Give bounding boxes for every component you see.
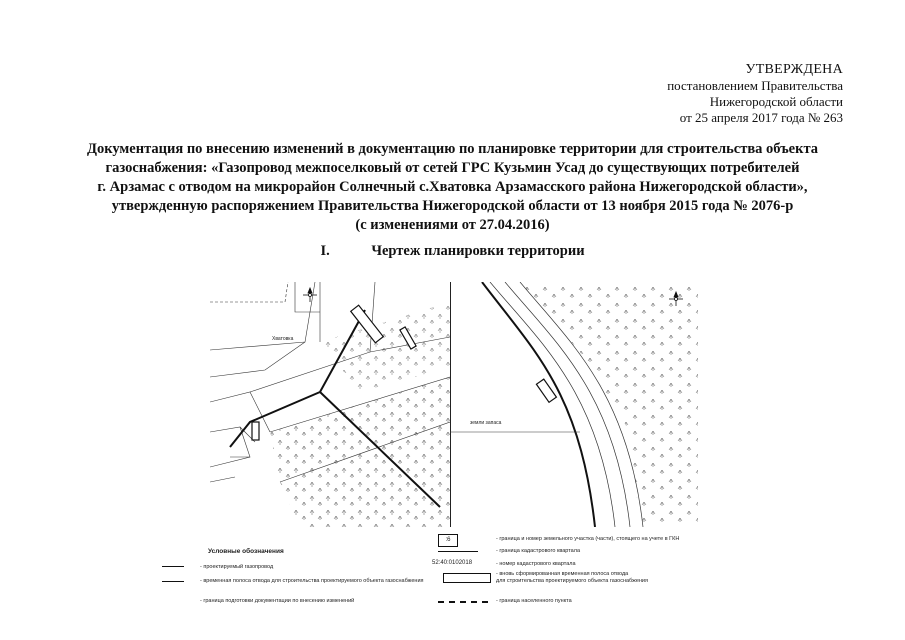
map-legend [160, 532, 760, 632]
legend-quarter-number: - номер кадастрового квартала [496, 561, 576, 567]
document-title-line-2: газоснабжения: «Газопровод межпоселковый от сетей ГРС Кузьмин Усад до существующих потребителей [105, 160, 800, 176]
approval-line-1: постановлением Правительства [667, 78, 843, 93]
legend-settlement-symbol [438, 601, 488, 603]
legend-new-strip-symbol [443, 573, 491, 583]
document-title-line-4: утвержденную распоряжением Правительства Нижегородской области от 13 ноября 2015 года № 2076-р [111, 198, 794, 214]
zone-label: земли запаса [470, 420, 502, 426]
map-right-drawing [450, 282, 698, 527]
legend-quarter-boundary-symbol [438, 551, 478, 552]
approval-line-2: Нижегородской области [709, 94, 843, 109]
legend-quarter-boundary: - граница кадастрового квартала [496, 548, 581, 554]
legend-parcel-symbol: :6 [438, 534, 458, 547]
forest-area [270, 377, 450, 527]
village-label: Хватовка [272, 336, 294, 342]
legend-settlement-boundary: - граница населенного пункта [496, 598, 572, 604]
legend-quarter-code: 52:40:0102018 [432, 560, 473, 566]
legend-temp-strip-symbol [162, 581, 184, 582]
map-right-panel [450, 282, 698, 527]
legend-temp-strip: - временная полоса отвода для строительства проектируемого объекта газоснабжения [200, 578, 424, 584]
compass-icon [303, 288, 317, 302]
forest-area [320, 302, 450, 392]
settlement-boundary [210, 282, 288, 302]
document-title [60, 140, 845, 235]
legend-parcel-boundary: - граница и номер земельного участка (части), стоящего на учете в ГКН [496, 536, 680, 542]
section-title: Чертеж планировки территории [371, 243, 585, 259]
approval-stamp [667, 62, 843, 126]
document-title-line-3: г. Арзамас с отводом на микрорайон Солнечный с.Хватовка Арзамасского района Нижегородской области», [97, 179, 808, 195]
document-title-line-5: (с изменениями от 27.04.2016) [355, 217, 550, 233]
legend-title: Условные обозначения [208, 548, 284, 555]
map-left-drawing [210, 282, 450, 527]
forest-area [520, 282, 698, 527]
legend-doc-boundary: - граница подготовки документации по внесению изменений [200, 598, 355, 604]
approval-title: УТВЕРЖДЕНА [745, 62, 843, 77]
legend-projected-pipeline: - проектируемый газопровод [200, 564, 274, 570]
legend-new-strip-line-2: для строительства проектируемого объекта газоснабжения [496, 578, 648, 584]
planning-map [210, 282, 698, 527]
section-heading [0, 243, 905, 260]
section-number: I. [320, 243, 330, 259]
legend-new-strip-line-1: - вновь сформированная временная полоса отвода [496, 571, 629, 577]
map-left-panel [210, 282, 451, 527]
document-title-line-1: Документация по внесению изменений в документацию по планировке территории для строительства объекта [86, 141, 818, 157]
approval-line-3: от 25 апреля 2017 года № 263 [679, 110, 843, 125]
legend-pipeline-symbol [162, 566, 184, 567]
